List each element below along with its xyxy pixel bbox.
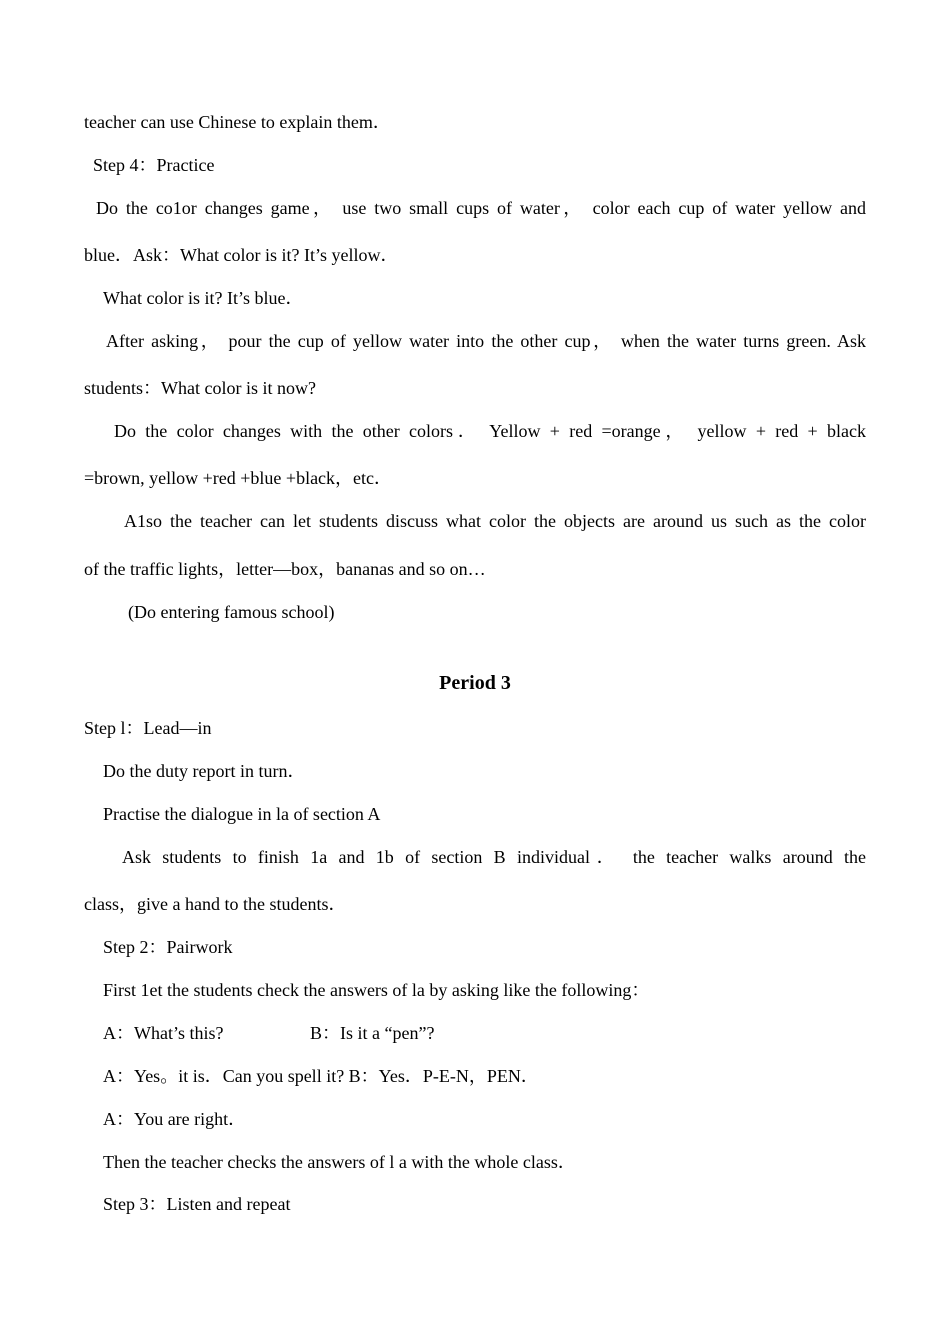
paragraph-line: A1so the teacher can let students discuss what color the objects are around us such as the color <box>124 511 866 531</box>
paragraph-line: Practise the dialogue in la of section A <box>103 804 381 824</box>
paragraph-line: Do the duty report in turn． <box>103 761 306 781</box>
paragraph-line: of the traffic lights，letter—box，bananas and so on… <box>84 559 486 579</box>
paragraph-line: Do the color changes with the other colors． Yellow + red =orange， yellow + red + black <box>114 421 866 441</box>
dialogue-line-b: B：Is it a “pen”? <box>310 1023 435 1043</box>
step-heading: Step 4：Practice <box>93 155 215 175</box>
step-heading: Step l：Lead—in <box>84 718 212 738</box>
dialogue-line-a: A：What’s this? <box>103 1023 224 1043</box>
paragraph-line: After asking， pour the cup of yellow water into the other cup， when the water turns green. Ask <box>106 331 866 351</box>
paragraph-line: Do the co1or changes game， use two small cups of water， color each cup of water yellow and <box>96 198 866 218</box>
paragraph-line: Ask students to finish 1a and 1b of section B individual． the teacher walks around the <box>122 847 866 867</box>
paragraph-line: class，give a hand to the students． <box>84 894 347 914</box>
step-heading: Step 3：Listen and repeat <box>103 1194 291 1214</box>
paragraph-line: First 1et the students check the answers of la by asking like the following： <box>103 980 650 1000</box>
paragraph-line: blue．Ask：What color is it? It’s yellow． <box>84 245 399 265</box>
paragraph-line: students：What color is it now? <box>84 378 316 398</box>
paragraph-line: (Do entering famous school) <box>128 602 335 622</box>
paragraph-line: Then the teacher checks the answers of l a with the whole class． <box>103 1152 576 1172</box>
paragraph-line: =brown, yellow +red +blue +black，etc． <box>84 468 393 488</box>
section-heading: Period 3 <box>439 672 511 694</box>
step-heading: Step 2：Pairwork <box>103 937 233 957</box>
dialogue-line: A：You are right． <box>103 1109 247 1129</box>
paragraph-line: What color is it? It’s blue． <box>103 288 304 308</box>
paragraph-line: teacher can use Chinese to explain them． <box>84 112 391 132</box>
dialogue-line: A：Yes。it is．Can you spell it? B：Yes．P-E-N，PEN． <box>103 1066 539 1086</box>
